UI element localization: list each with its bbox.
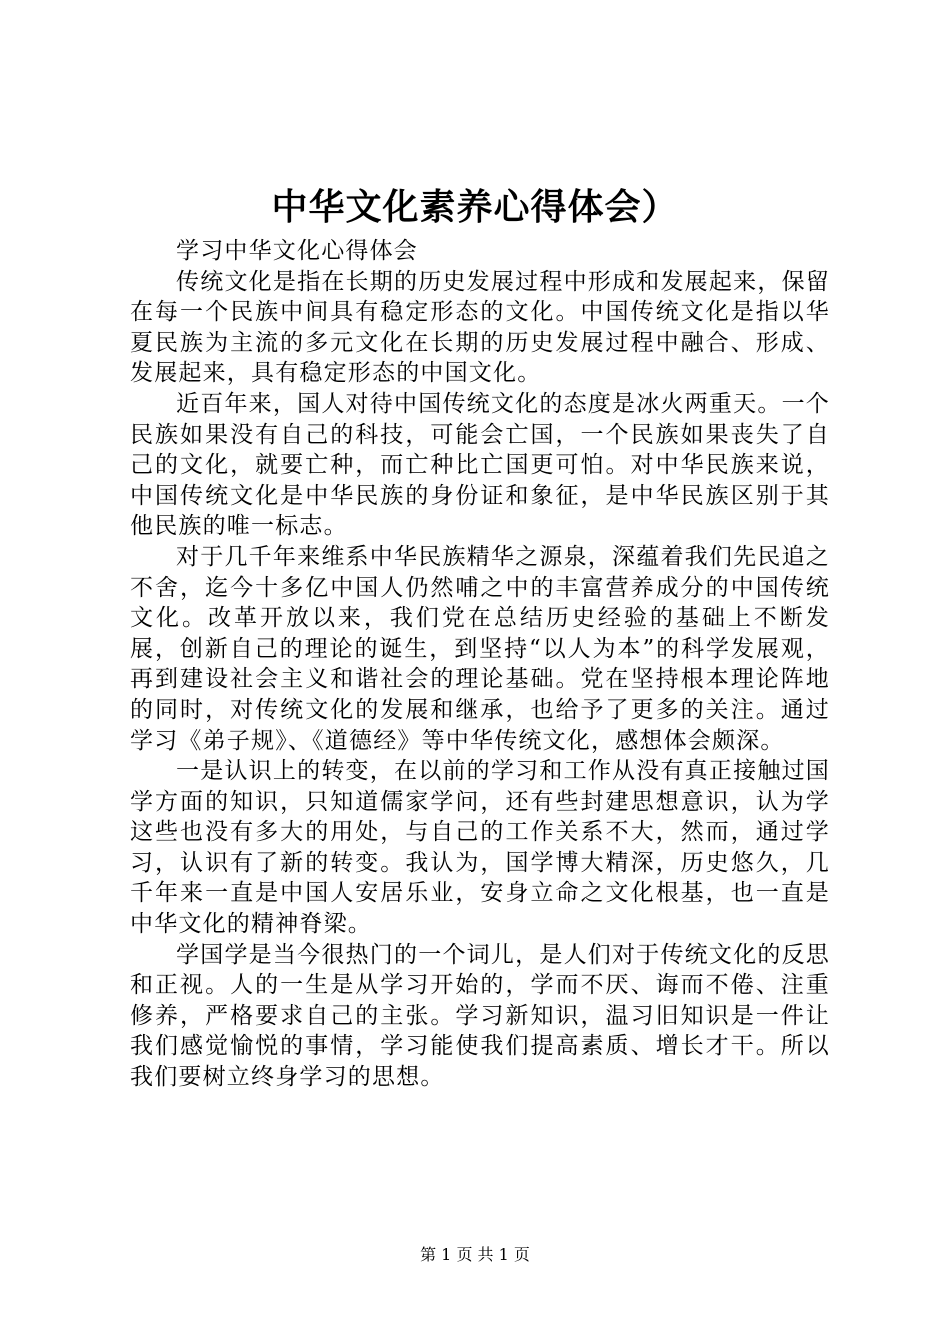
document-title: 中华文化素养心得体会） <box>271 186 679 228</box>
paragraph: 传统文化是指在长期的历史发展过程中形成和发展起来，保留在每一个民族中间具有稳定形态的文化。中国传统文化是指以华夏民族为主流的多元文化在长期的历史发展过程中融合、形成、发展起来，具有稳定形态的中国文化。 <box>130 268 830 387</box>
paragraph: 近百年来，国人对待中国传统文化的态度是冰火两重天。一个民族如果没有自己的科技，可能会亡国，一个民族如果丧失了自己的文化，就要亡种，而亡种比亡国更可怕。对中华民族来说，中国传统文化是中华民族的身份证和象征，是中华民族区别于其他民族的唯一标志。 <box>130 390 830 540</box>
page-footer: 第 1 页 共 1 页 <box>420 1245 530 1264</box>
paragraph: 对于几千年来维系中华民族精华之源泉，深蕴着我们先民追之不舍，迄今十多亿中国人仍然哺之中的丰富营养成分的中国传统文化。改革开放以来，我们党在总结历史经验的基础上不断发展，创新自己的理论的诞生，到坚持“以人为本”的科学发展观，再到建设社会主义和谐社会的理论基础。党在坚持根本理论阵地的同时，对传统文化的发展和继承，也给予了更多的关注。通过学习《弟子规》、《道德经》等中华传统文化，感想体会颇深。 <box>130 543 830 754</box>
paragraph: 学习中华文化心得体会 <box>176 238 418 264</box>
paragraph: 学国学是当今很热门的一个词儿，是人们对于传统文化的反思和正视。人的一生是从学习开始的，学而不厌、诲而不倦、注重修养，严格要求自己的主张。学习新知识，温习旧知识是一件让我们感觉愉悦的事情，学习能使我们提高素质、增长才干。所以我们要树立终身学习的思想。 <box>130 941 830 1091</box>
document-body <box>130 236 830 1093</box>
paragraph: 一是认识上的转变，在以前的学习和工作从没有真正接触过国学方面的知识，只知道儒家学问，还有些封建思想意识，认为学这些也没有多大的用处，与自己的工作关系不大，然而，通过学习，认识有了新的转变。我认为，国学博大精深，历史悠久，几千年来一直是中国人安居乐业，安身立命之文化根基，也一直是中华文化的精神脊梁。 <box>130 758 830 938</box>
